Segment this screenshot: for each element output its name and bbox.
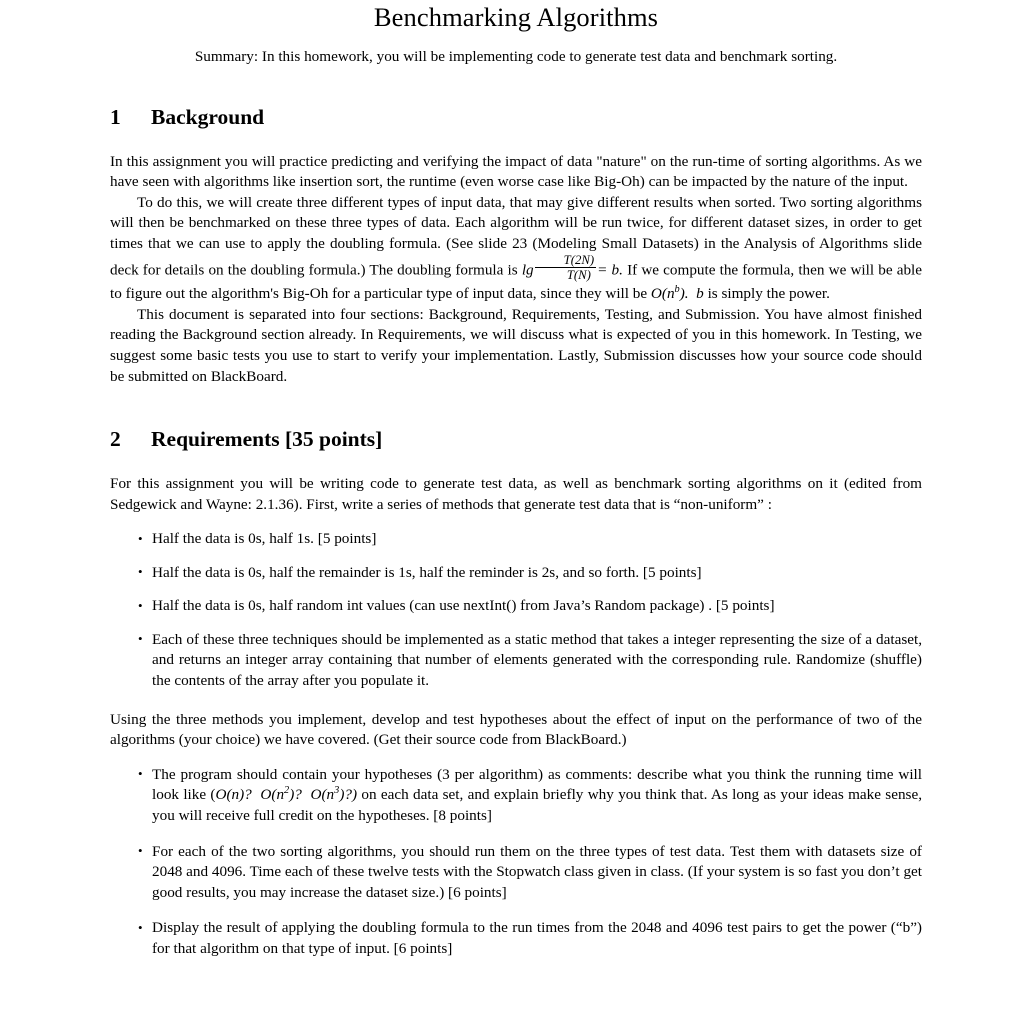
bigoh-n-to-b-close: ).: [679, 285, 689, 303]
hypotheses-text-part-2: on each data set, and explain briefly why you think that. As long as your ideas make sense, you will receive full credit on the hypotheses. [8 points]: [152, 786, 922, 825]
formula-numerator: T(2N): [563, 253, 595, 268]
list-item: • Half the data is 0s, half the remainder is 1s, half the reminder is 2s, and so forth. [5 points]: [110, 563, 922, 584]
doubling-formula-fraction: [535, 253, 596, 283]
italic-b-variable: b: [696, 285, 704, 303]
requirements-middle-paragraph: Using the three methods you implement, develop and test hypotheses about the effect of input on the performance of two of the algorithms (your choice) we have covered. (Get their source code from BlackBoard.): [110, 710, 922, 749]
bigoh-quadratic-close: )?: [289, 786, 302, 804]
section-2-number: 2: [110, 427, 121, 452]
list-item: • Half the data is 0s, half 1s. [5 points]: [110, 529, 922, 550]
bigoh-cubic-exponent: 3: [334, 785, 340, 797]
section-background: [110, 105, 922, 387]
section-1-heading: [110, 105, 922, 131]
requirements-bullet-list-1: [110, 529, 922, 692]
hypotheses-text-part-1: The program should contain your hypotheses (3 per algorithm) as comments: describe what you think the running time will look like (: [152, 765, 922, 804]
bigoh-n-to-b-exponent: b: [674, 284, 680, 296]
formula-lg-operator: lg: [521, 261, 534, 279]
bigoh-n-to-b-base: O(n: [650, 285, 675, 303]
page-title: Benchmarking Algorithms: [373, 2, 659, 32]
bigoh-linear: O(n)?: [215, 786, 252, 804]
bigoh-quadratic-base: O(n: [260, 786, 285, 804]
background-paragraph-2-lead: To do this, we will create three different types of input data, that may give different results when sorted. Two sorting algorithms will then be benchmarked on these three types of data. Each algorithm will be run twice, for different dataset sizes, in order to get times that we can use to apply the doubling formula. (See slide 23 (Modeling Small Datasets) in the Analysis of Algorithms slide deck for details on the doubling formula.) The doubling formula is: [110, 193, 922, 279]
requirements-intro-paragraph: For this assignment you will be writing code to generate test data, as well as benchmark sorting algorithms on it (edited from Sedgewick and Wayne: 2.1.36). First, write a series of methods that generate test data that is “non-uniform” :: [110, 474, 922, 513]
document-summary: Summary: In this homework, you will be implementing code to generate test data and benchmark sorting.: [194, 48, 838, 66]
requirements-bullet-list-2: [110, 765, 922, 960]
bigoh-cubic-base: O(n: [310, 786, 335, 804]
section-2-heading: [110, 427, 922, 453]
section-1-number: 1: [110, 104, 121, 129]
list-item: • For each of the two sorting algorithms, you should run them on the three types of test data. Test them with datasets size of 2048 and 4096. Time each of these twelve tests with the Stopwatch class given in class. (If your system is so fast you don’t get good results, you may increase the dataset size.) [6 points]: [110, 842, 922, 904]
background-paragraph-2: [110, 193, 922, 305]
list-item: [110, 765, 922, 827]
list-item: • Display the result of applying the doubling formula to the run times from the 2048 and 4096 test pairs to get the power (“b”) for that algorithm on that type of input. [6 points]: [110, 918, 922, 959]
section-requirements: [110, 427, 922, 959]
background-paragraph-2-tail: is simply the power.: [703, 285, 830, 303]
background-paragraph-2-mid: If we compute the formula, then we will be able to figure out the algorithm's Big-Oh for a particular type of input data, since they will be: [110, 261, 923, 303]
bigoh-cubic-close: )?): [339, 786, 358, 804]
background-paragraph-3: This document is separated into four sections: Background, Requirements, Testing, and Submission. You have almost finished reading the Background section already. In Requirements, we will discuss what is expected of you in this homework. In Testing, we suggest some basic tests you use to start to verify your implementation. Lastly, Submission discusses how your source code should be submitted on BlackBoard.: [110, 305, 922, 385]
bigoh-quadratic-exponent: 2: [284, 785, 290, 797]
document-content-column: [110, 0, 922, 960]
section-1-title: Background: [151, 104, 265, 129]
formula-equals-b: = b.: [597, 261, 623, 279]
list-item: • Each of these three techniques should be implemented as a static method that takes a integer representing the size of a dataset, and returns an integer array containing that number of elements generated with the corresponding rule. Randomize (shuffle) the contents of the array after you populate it.: [110, 630, 922, 692]
formula-denominator: T(N): [535, 267, 596, 282]
list-item: • Half the data is 0s, half random int values (can use nextInt() from Java’s Random package) . [5 points]: [110, 596, 922, 617]
section-2-title: Requirements [35 points]: [151, 427, 383, 452]
background-paragraph-1: In this assignment you will practice predicting and verifying the impact of data "nature" on the run-time of sorting algorithms. As we have seen with algorithms like insertion sort, the runtime (even worse case like Big-Oh) can be impacted by the nature of the input.: [110, 152, 922, 191]
